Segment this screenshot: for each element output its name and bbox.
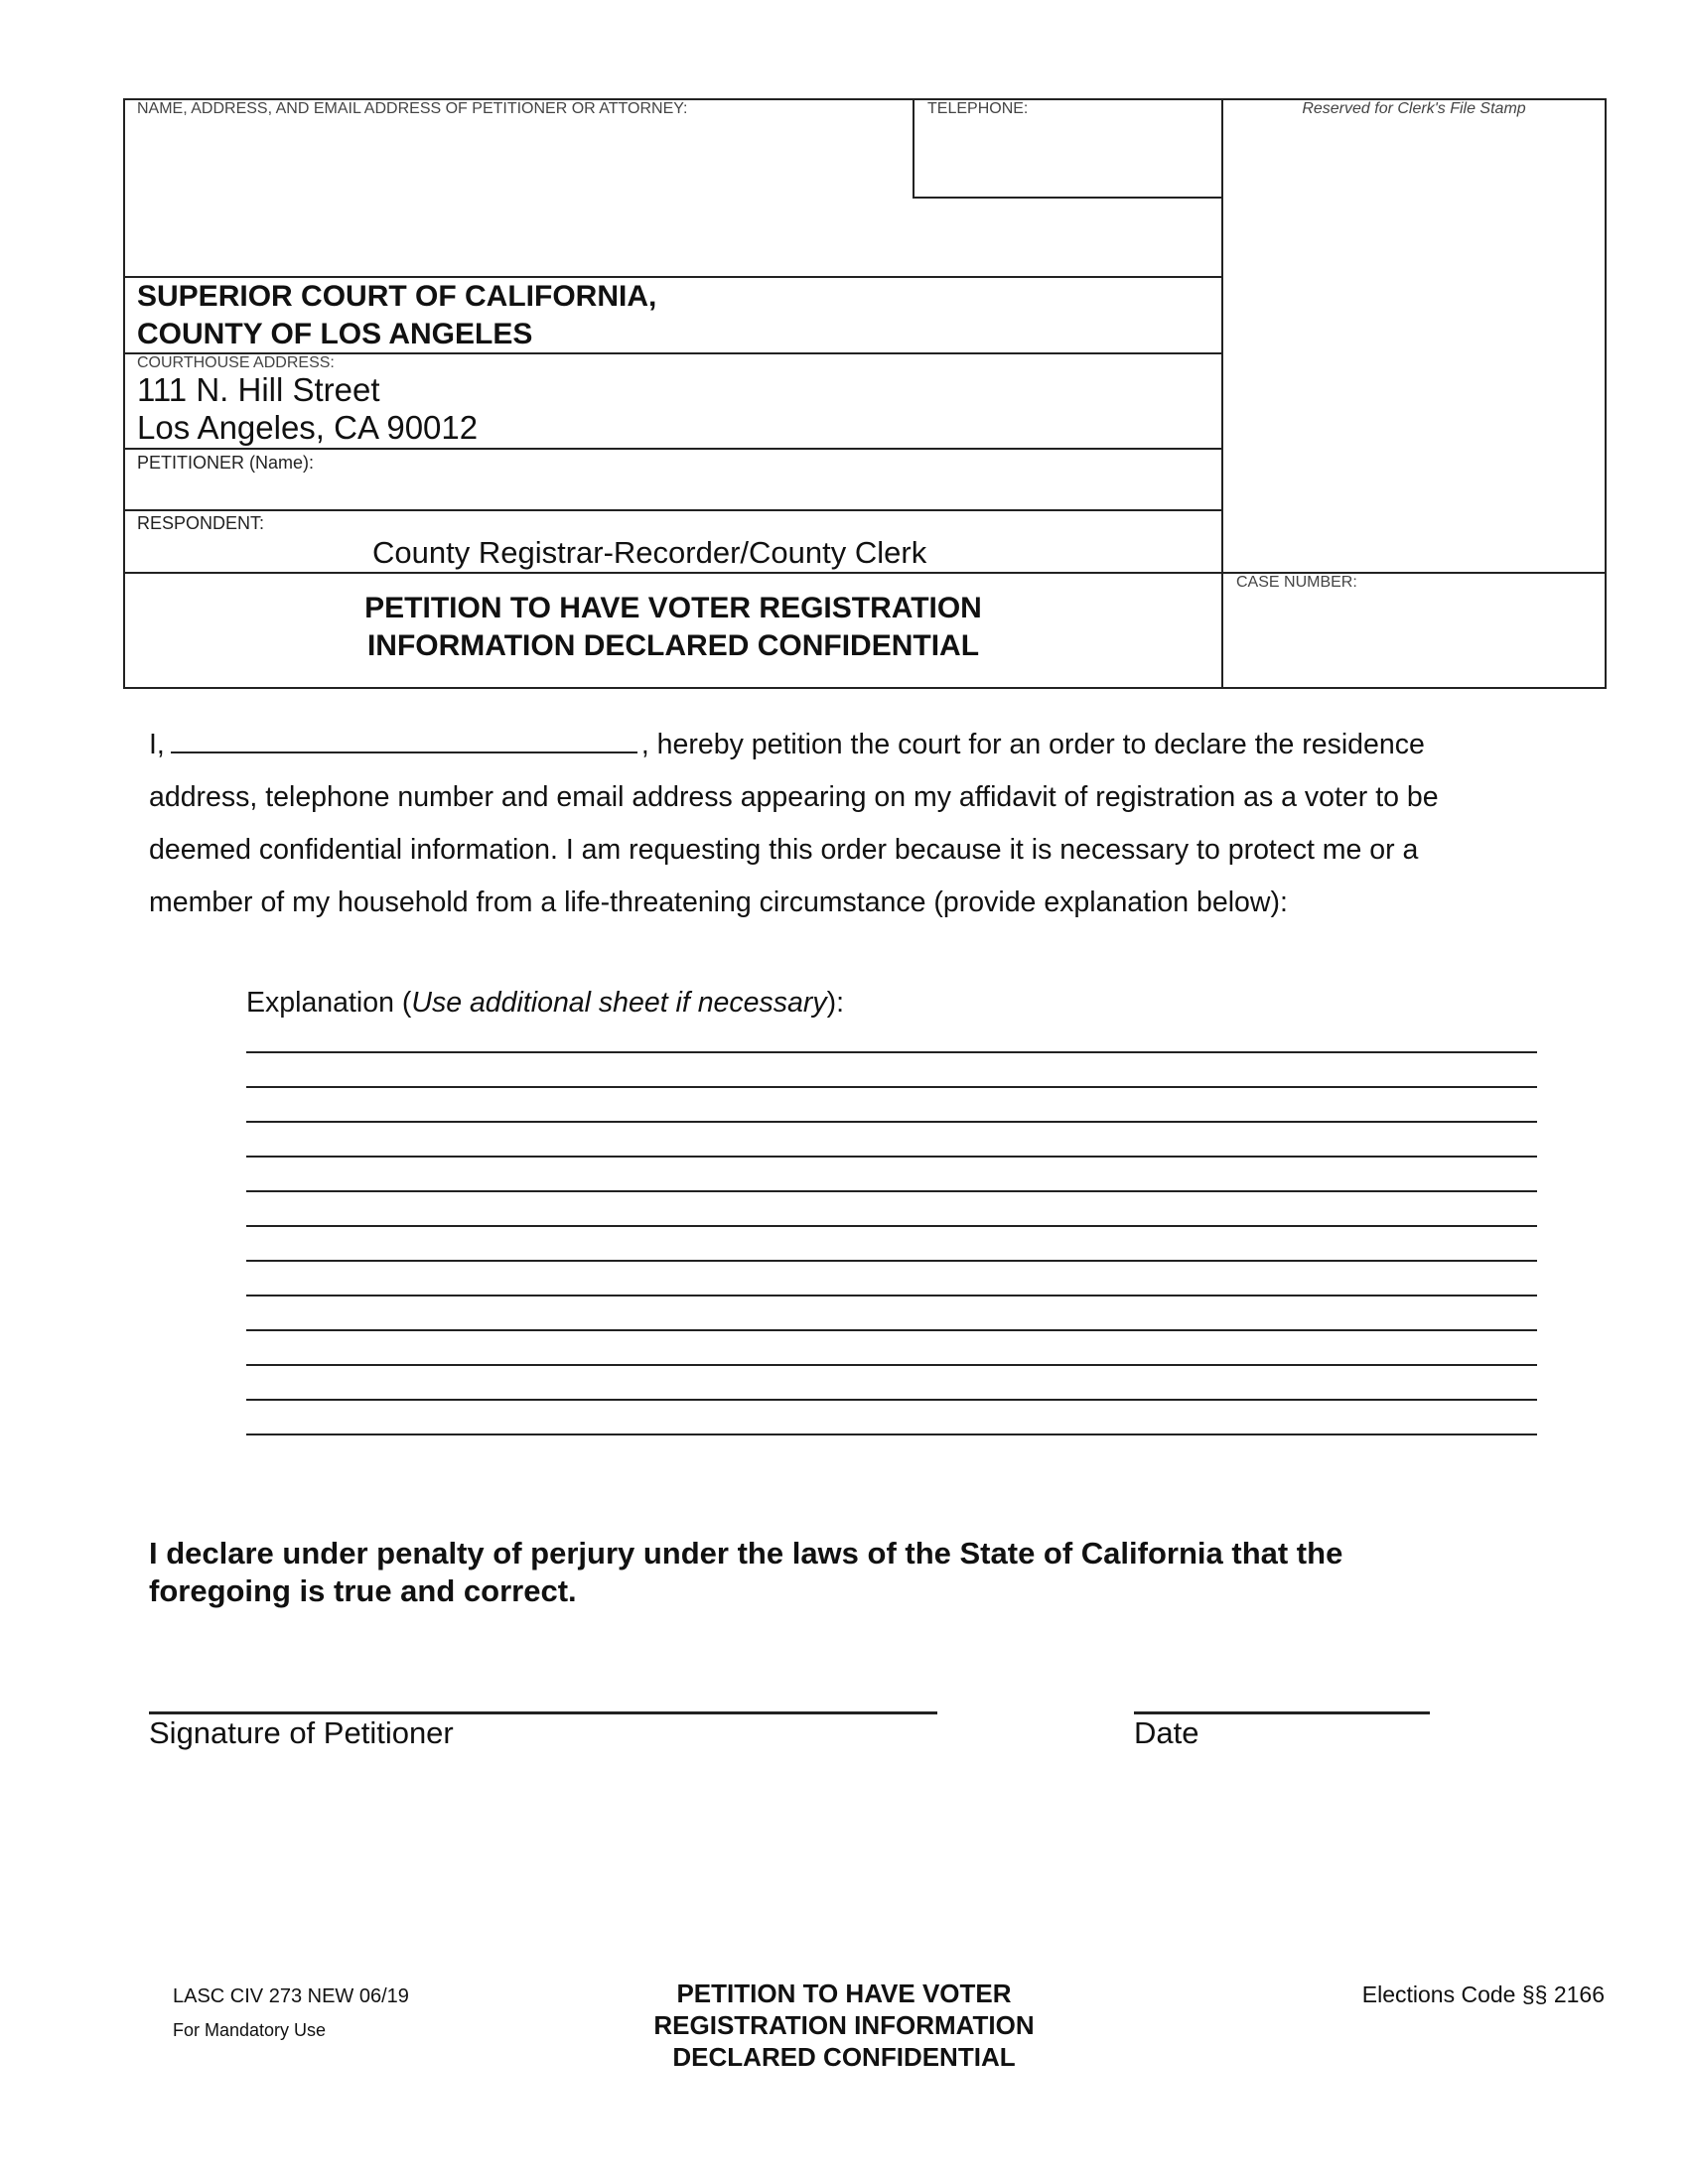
telephone-box-bottom [913,197,1223,199]
petitioner-name-blank[interactable] [171,724,637,753]
row-divider-respondent [123,509,1223,511]
explanation-line[interactable] [246,1399,1537,1401]
row-divider-title [123,572,1607,574]
form-number: LASC CIV 273 NEW 06/19 [173,1985,409,2007]
elections-code-ref: Elections Code §§ 2166 [1361,1981,1605,2007]
form-title-line2: INFORMATION DECLARED CONFIDENTIAL [366,629,980,662]
telephone-label: TELEPHONE: [927,100,1029,117]
date-label: Date [1134,1715,1199,1750]
explanation-line[interactable] [246,1329,1537,1331]
mandatory-use: For Mandatory Use [173,2020,327,2040]
court-name [137,278,656,353]
footer-title-line1: PETITION TO HAVE VOTER [676,1979,1012,2008]
petition-line2: address, telephone number and email address appearing on my affidavit of registration as a voter to be [149,781,1439,813]
signature-line[interactable] [149,1711,937,1714]
explanation-label [246,977,844,1029]
telephone-box-left [913,98,914,199]
courthouse-address-label: COURTHOUSE ADDRESS: [137,354,335,371]
explanation-label-end: ): [826,987,845,1019]
row-divider-petitioner [123,448,1223,450]
respondent-value: County Registrar-Recorder/County Clerk [372,535,927,570]
footer-title-line2: REGISTRATION INFORMATION [653,2010,1035,2040]
petitioner-label: PETITIONER (Name): [137,453,315,473]
petition-paragraph [149,719,1439,929]
explanation-line[interactable] [246,1225,1537,1227]
explanation-label-start: Explanation ( [246,987,412,1019]
petition-line1-start: I, [149,729,165,760]
explanation-line[interactable] [246,1364,1537,1366]
explanation-line[interactable] [246,1086,1537,1088]
petition-line1-end: , hereby petition the court for an order to declare the residence [640,729,1425,760]
petition-line4: member of my household from a life-threatening circumstance (provide explanation below): [149,887,1288,918]
petition-line3: deemed confidential information. I am requesting this order because it is necessary to protect me or a [149,834,1419,866]
caption-divider-vertical [1221,98,1223,689]
form-title-line1: PETITION TO HAVE VOTER REGISTRATION [364,592,982,624]
form-title [125,590,1221,665]
explanation-line[interactable] [246,1051,1537,1053]
declaration-line2: foregoing is true and correct. [149,1573,577,1608]
footer-title-line3: DECLARED CONFIDENTIAL [672,2042,1016,2072]
court-name-line1: SUPERIOR COURT OF CALIFORNIA, [137,280,657,313]
case-number-label: CASE NUMBER: [1236,574,1357,591]
signature-label: Signature of Petitioner [149,1715,454,1750]
explanation-line[interactable] [246,1156,1537,1158]
respondent-label: RESPONDENT: [137,513,265,533]
footer-form-info [173,1979,409,2047]
courthouse-address [137,371,478,447]
date-line[interactable] [1134,1711,1430,1714]
explanation-line[interactable] [246,1260,1537,1262]
footer-title [596,1978,1092,2073]
court-name-line2: COUNTY OF LOS ANGELES [137,318,533,350]
declaration-line1: I declare under penalty of perjury under the laws of the State of California that the [149,1536,1343,1570]
clerk-stamp-label: Reserved for Clerk's File Stamp [1302,100,1526,117]
petition-line1 [149,719,1439,771]
perjury-declaration [149,1535,1342,1610]
caption-box-right [1605,98,1607,689]
explanation-line[interactable] [246,1295,1537,1297]
telephone-input-area[interactable] [916,123,1219,195]
explanation-line[interactable] [246,1433,1537,1435]
caption-box-bottom [123,687,1607,689]
explanation-line[interactable] [246,1190,1537,1192]
attorney-label: NAME, ADDRESS, AND EMAIL ADDRESS OF PETITIONER OR ATTORNEY: [137,100,688,117]
petitioner-name-input[interactable] [338,453,1211,504]
case-number-input[interactable] [1227,596,1601,683]
address-line2: Los Angeles, CA 90012 [137,409,479,446]
explanation-line[interactable] [246,1121,1537,1123]
explanation-label-italic: Use additional sheet if necessary [411,987,827,1019]
address-line1: 111 N. Hill Street [137,371,380,408]
attorney-input-area[interactable] [127,123,910,272]
